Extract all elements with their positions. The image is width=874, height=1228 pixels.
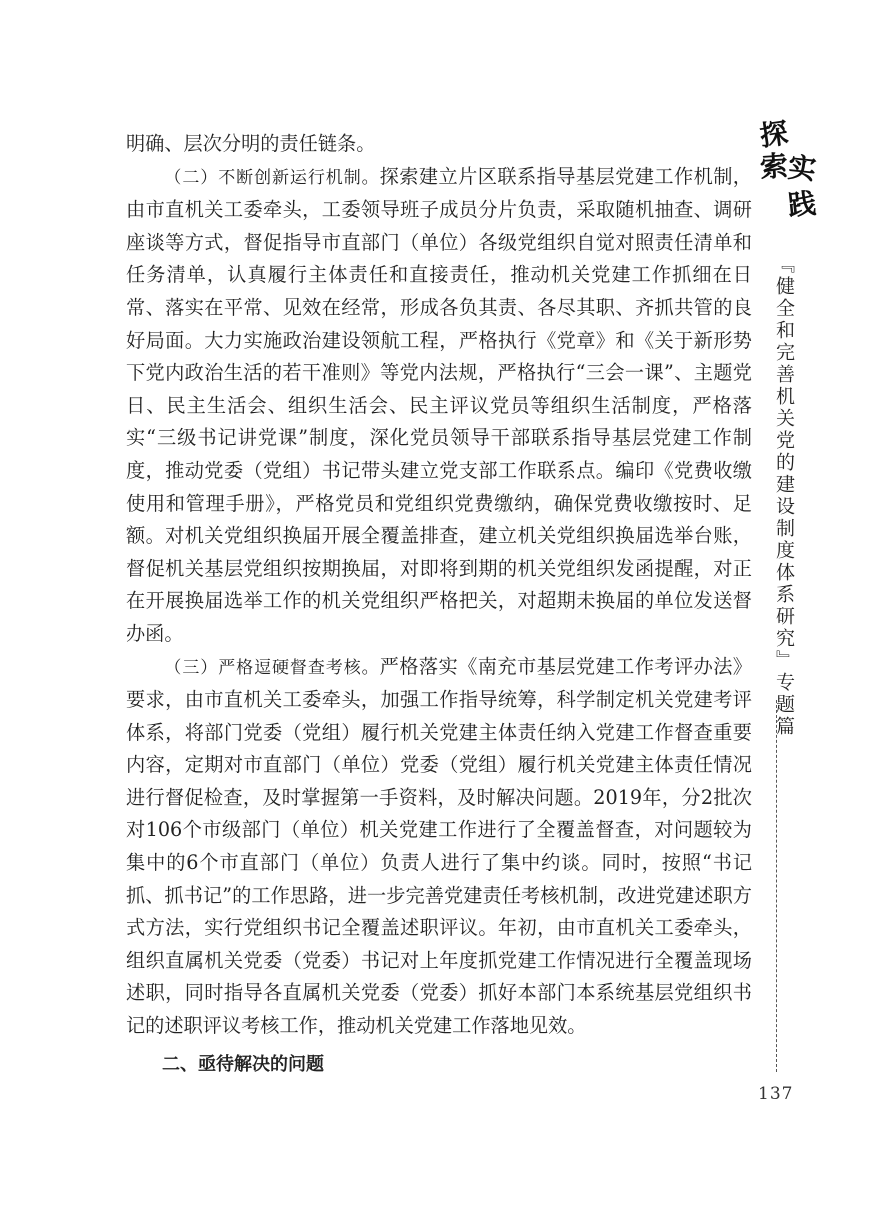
side-banner [758,118,818,1078]
paragraph-1: 明确、层次分明的责任链条。 [126,132,376,155]
paragraph-3 [126,651,752,1043]
paragraph-3-text: 严格落实《南充市基层党建工作考评办法》要求，由市直机关工委牵头，加强工作指导统筹，科学制定机关党建考评体系，将部门党委（党组）履行机关党建主体责任纳入党建工作督查重要内容，定期对市直部门（单位）党委（党组）履行机关党建主体责任情况进行督促检查，及时掌握第一手资料，及时解决问题。2019年，分2批次对106个市级部门（单位）机关党建工作进行了全覆盖督查，对问题较为集中的6个市直部门（单位）负责人进行了集中约谈。同时，按照“书记抓、抓书记”的工作思路，进一步完善党建责任考核机制，改进党建述职方式方法，实行党组织书记全覆盖述职评议。年初，由市直机关工委牵头，组织直属机关党委（党委）书记对上年度抓党建工作情况进行全覆盖现场述职，同时指导各直属机关党委（党委）抓好本部门本系统基层党组织书记的述职评议考核工作，推动机关党建工作落地见效。 [126,654,752,1038]
series-logo [758,118,818,228]
running-title: 『健全和完善机关党的建设制度体系研究』专题篇 [773,254,795,738]
logo-char-2: 索 [758,149,790,184]
logo-char-1: 探 [757,116,791,153]
body-text [126,128,752,1081]
logo-char-4: 践 [786,186,818,223]
paragraph-2 [126,161,752,651]
paragraph-2-text: 探索建立片区联系指导基层党建工作机制，由市直机关工委牵头，工委领导班子成员分片负责，采取随机抽查、调研座谈等方式，督促指导市直部门（单位）各级党组织自觉对照责任清单和任务清单，认真履行主体责任和直接责任，推动机关党建工作抓细在日常、落实在平常、见效在经常，形成各负其责、各尽其职、齐抓共管的良好局面。大力实施政治建设领航工程，严格执行《党章》和《关于新形势下党内政治生活的若干准则》等党内法规，严格执行“三会一课”、主题党日、民主生活会、组织生活会、民主评议党员等组织生活制度，严格落实“三级书记讲党课”制度，深化党员领导干部联系指导基层党建工作制度，推动党委（党组）书记带头建立党支部工作联系点。编印《党费收缴使用和管理手册》，严格党员和党组织党费缴纳，确保党费收缴按时、足额。对机关党组织换届开展全覆盖排查，建立机关党组织换届选举台账，督促机关基层党组织按期换届，对即将到期的机关党组织发函提醒，对正在开展换届选举工作的机关党组织严格把关，对超期未换届的单位发送督办函。 [126,164,752,645]
logo-char-3: 实 [786,150,818,187]
paragraph-2-lead: （二）不断创新运行机制。 [164,167,380,188]
paragraph-3-lead: （三）严格逗硬督查考核。 [164,657,380,678]
dashed-divider [776,700,777,1072]
page-number: 137 [758,1084,794,1104]
section-heading: 二、亟待解决的问题 [162,1053,324,1075]
